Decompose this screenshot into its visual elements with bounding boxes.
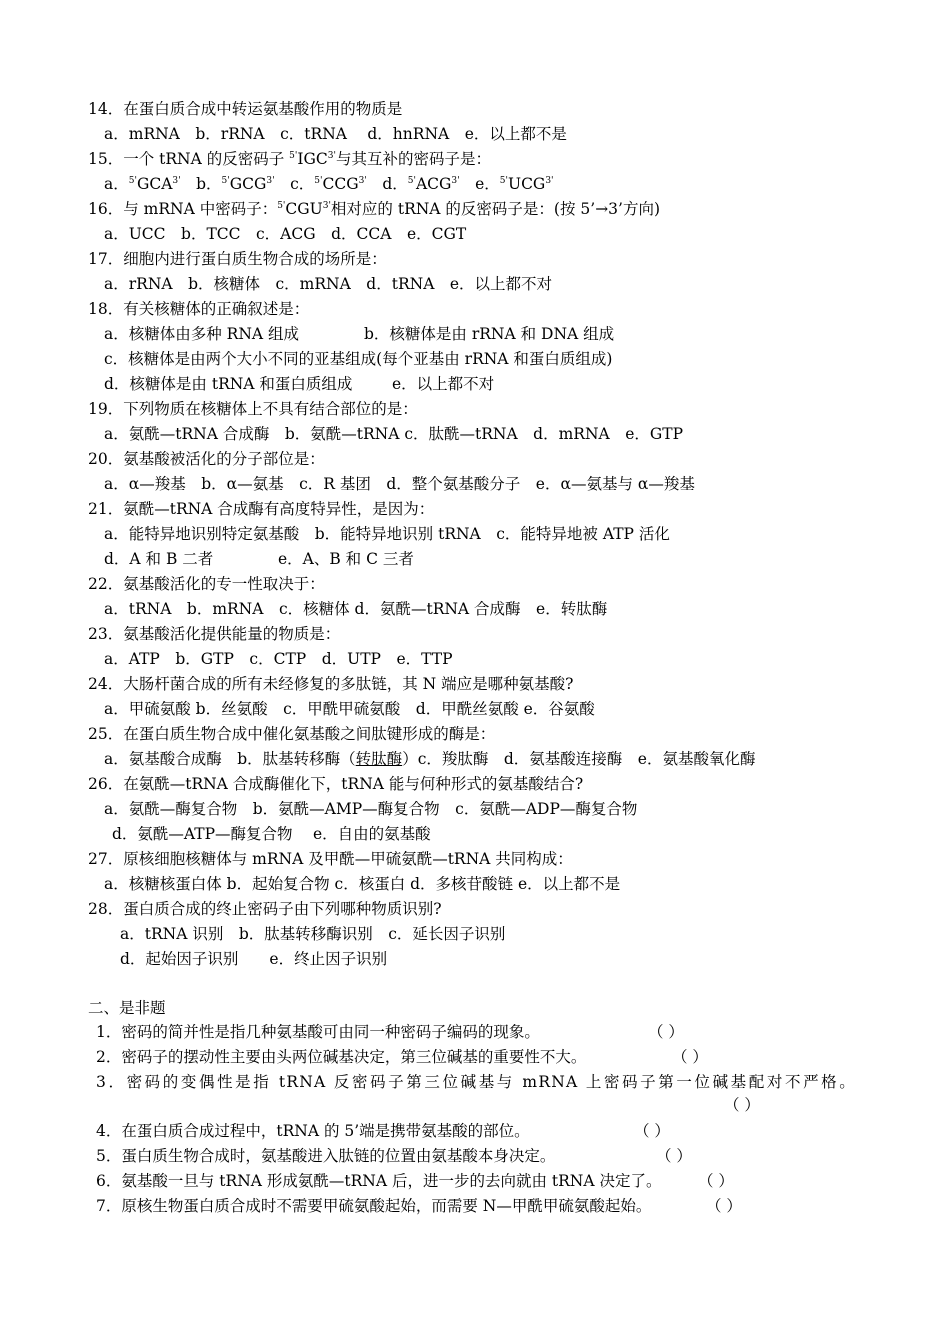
question-18-option-c: c．核糖体是由两个大小不同的亚基组成(每个亚基由 rRNA 和蛋白质组成) (104, 350, 613, 368)
question-22-options: a．tRNA b．mRNA c．核糖体 d．氨酰—tRNA 合成酶 e．转肽酶 (104, 600, 608, 618)
question-26-stem: 26．在氨酰—tRNA 合成酶催化下，tRNA 能与何种形式的氨基酸结合? (88, 775, 584, 793)
question-15-stem: 15．一个 tRNA 的反密码子 $^{5'}IGC^{3'}$与其互补的密码子是： (88, 150, 491, 168)
section-2-title: 二、是非题 (88, 999, 166, 1017)
question-18-option-d: d．核糖体是由 tRNA 和蛋白质组成 (104, 375, 353, 393)
tf-item-6: 6．氨基酸一旦与 tRNA 形成氨酰—tRNA 后，进一步的去向就由 tRNA 决定了。 (96, 1172, 662, 1190)
question-28-options-line2: d．起始因子识别 e．终止因子识别 (120, 950, 388, 968)
question-20-options: a．α—羧基 b．α—氨基 c．R 基团 d．整个氨基酸分子 e．α—氨基与 α—羧基 (104, 475, 695, 493)
question-28-stem: 28．蛋白质合成的终止密码子由下列哪种物质识别? (88, 900, 442, 918)
tf-item-3: 3．密码的变偶性是指 tRNA 反密码子第三位碱基与 mRNA 上密码子第一位碱基配对不严格。 (96, 1073, 856, 1091)
question-23-options: a．ATP b．GTP c．CTP d．UTP e．TTP (104, 650, 453, 668)
question-17-stem: 17．细胞内进行蛋白质生物合成的场所是： (88, 250, 387, 268)
tf-item-4-answer: （ ） (634, 1122, 670, 1140)
question-16-stem: 16．与 mRNA 中密码子：$^{5'}CGU^{3'}$相对应的 tRNA 的反密码子是：(按 5’→3’方向) (88, 200, 661, 218)
question-21-stem: 21．氨酰—tRNA 合成酶有高度特异性，是因为： (88, 500, 435, 518)
question-26-options-line2: d．氨酰—ATP—酶复合物 e．自由的氨基酸 (112, 825, 431, 843)
question-23-stem: 23．氨基酸活化提供能量的物质是： (88, 625, 341, 643)
tf-item-6-answer: （ ） (698, 1172, 734, 1190)
tf-item-7-answer: （ ） (706, 1197, 742, 1215)
tf-item-7: 7．原核生物蛋白质合成时不需要甲硫氨酸起始，而需要 N—甲酰甲硫氨酸起始。 (96, 1197, 652, 1215)
question-18-option-e: e．以上都不对 (392, 375, 495, 393)
question-19-stem: 19．下列物质在核糖体上不具有结合部位的是： (88, 400, 418, 418)
question-26-options-line1: a．氨酰—酶复合物 b．氨酰—AMP—酶复合物 c．氨酰—ADP—酶复合物 (104, 800, 638, 818)
question-14-options: a．mRNA b．rRNA c．tRNA d．hnRNA e．以上都不是 (104, 125, 567, 143)
tf-item-2-answer: （ ） (672, 1048, 708, 1066)
question-21-options-line1: a．能特异地识别特定氨基酸 b．能特异地识别 tRNA c．能特异地被 ATP 活化 (104, 525, 670, 543)
question-18-stem: 18．有关核糖体的正确叙述是： (88, 300, 310, 318)
question-24-options: a．甲硫氨酸 b．丝氨酸 c．甲酰甲硫氨酸 d．甲酰丝氨酸 e．谷氨酸 (104, 700, 595, 718)
question-21-option-d: d．A 和 B 二者 (104, 550, 214, 568)
question-20-stem: 20．氨基酸被活化的分子部位是： (88, 450, 325, 468)
question-24-stem: 24．大肠杆菌合成的所有未经修复的多肽链，其 N 端应是哪种氨基酸? (88, 675, 574, 693)
tf-item-2: 2．密码子的摆动性主要由头两位碱基决定，第三位碱基的重要性不大。 (96, 1048, 587, 1066)
question-14-stem: 14．在蛋白质合成中转运氨基酸作用的物质是 (88, 100, 403, 118)
tf-item-1: 1．密码的简并性是指几种氨基酸可由同一种密码子编码的现象。 (96, 1023, 540, 1041)
question-18-option-a: a．核糖体由多种 RNA 组成 (104, 325, 300, 343)
question-15-options: a．$^{5'}GCA^{3'}$ b．$^{5'}GCG^{3'}$ c．$^{5'}CCG^{3'}$ d．$^{5'}ACG^{3'}$ e．$^{5'}UCG^{3'}$ (104, 175, 554, 193)
question-27-stem: 27．原核细胞核糖体与 mRNA 及甲酰—甲硫氨酰—tRNA 共同构成： (88, 850, 573, 868)
question-16-options: a．UCC b．TCC c．ACG d．CCA e．CGT (104, 225, 467, 243)
tf-item-3-answer: （ ） (724, 1096, 760, 1114)
tf-item-4: 4．在蛋白质合成过程中，tRNA 的 5’端是携带氨基酸的部位。 (96, 1122, 530, 1140)
question-28-options-line1: a．tRNA 识别 b．肽基转移酶识别 c．延长因子识别 (120, 925, 506, 943)
question-25-stem: 25．在蛋白质生物合成中催化氨基酸之间肽键形成的酶是： (88, 725, 496, 743)
tf-item-5-answer: （ ） (656, 1147, 692, 1165)
tf-item-1-answer: （ ） (648, 1023, 684, 1041)
question-25-options: a．氨基酸合成酶 b．肽基转移酶（转肽酶）c．羧肽酶 d．氨基酸连接酶 e．氨基酸氧化酶 (104, 750, 756, 768)
tf-item-5: 5．蛋白质生物合成时，氨基酸进入肽链的位置由氨基酸本身决定。 (96, 1147, 556, 1165)
question-22-stem: 22．氨基酸活化的专一性取决于： (88, 575, 325, 593)
question-18-option-b: b．核糖体是由 rRNA 和 DNA 组成 (364, 325, 615, 343)
question-21-option-e: e．A、B 和 C 三者 (278, 550, 414, 568)
question-19-options: a．氨酰—tRNA 合成酶 b．氨酰—tRNA c．肽酰—tRNA d．mRNA e．GTP (104, 425, 684, 443)
question-17-options: a．rRNA b．核糖体 c．mRNA d．tRNA e．以上都不对 (104, 275, 553, 293)
question-27-options: a．核糖核蛋白体 b．起始复合物 c．核蛋白 d．多核苷酸链 e．以上都不是 (104, 875, 621, 893)
